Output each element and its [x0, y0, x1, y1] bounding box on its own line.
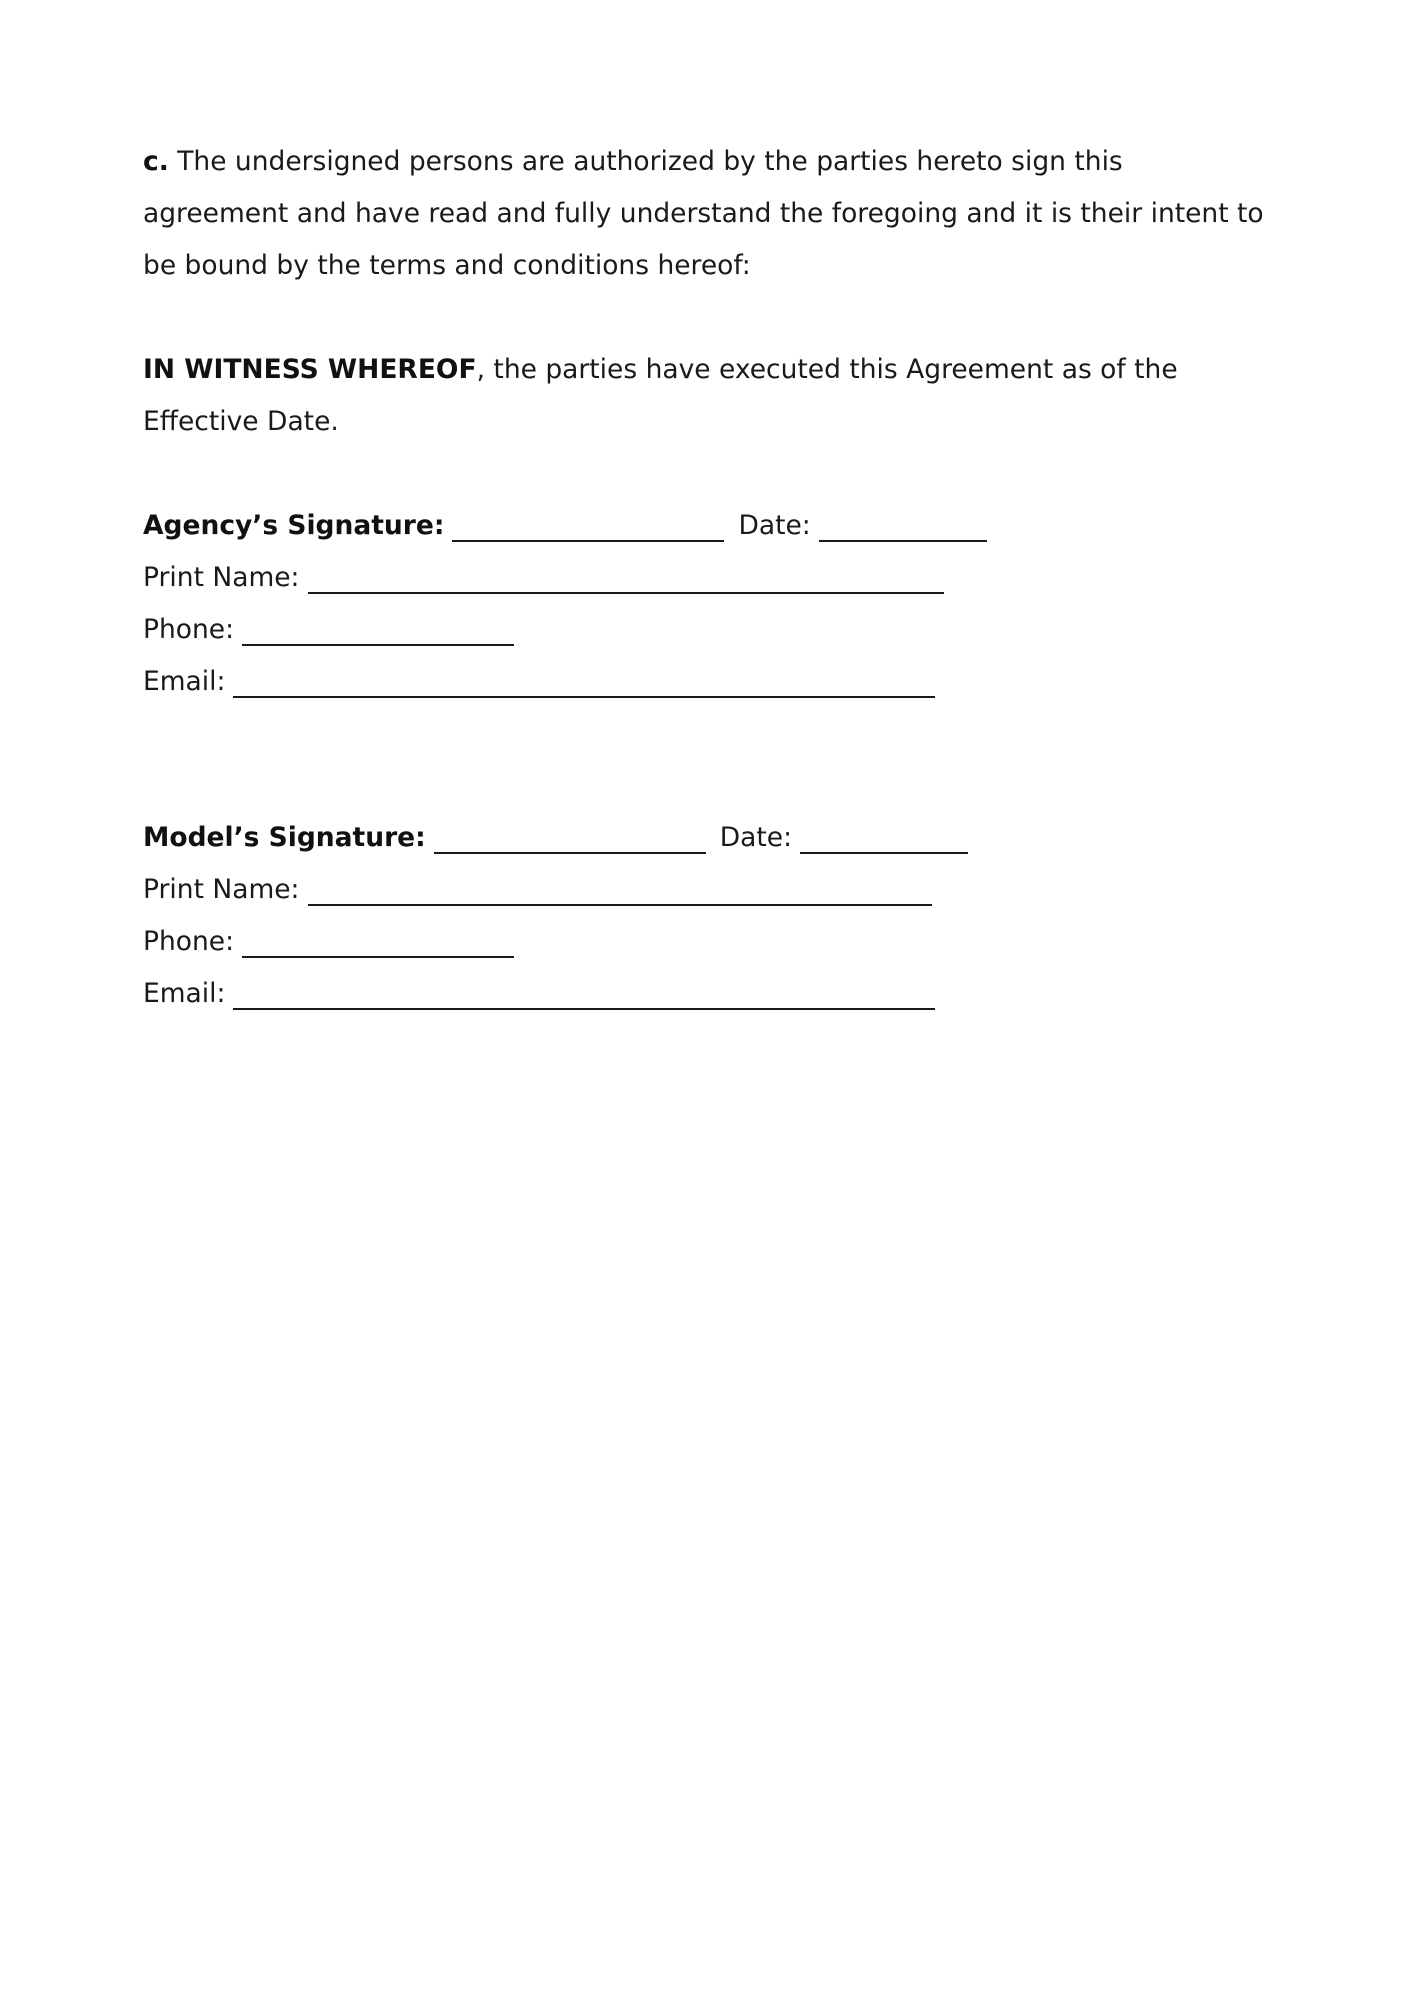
model-phone-field[interactable] — [242, 920, 514, 958]
witness-text: , the parties have executed this Agreement as of the Effective Date. — [143, 354, 1178, 437]
agency-date-field[interactable] — [819, 504, 987, 542]
agency-signature-block — [143, 500, 1273, 708]
model-email-row — [143, 968, 1273, 1020]
agency-phone-label: Phone: — [143, 614, 235, 645]
model-phone-row — [143, 916, 1273, 968]
agency-phone-row — [143, 604, 1273, 656]
agency-print-name-label: Print Name: — [143, 562, 300, 593]
clause-c-text: The undersigned persons are authorized by the parties hereto sign this agreement and have read and fully understand the foregoing and it is their intent to be bound by the terms and conditions hereof: — [143, 146, 1264, 281]
model-print-name-field[interactable] — [308, 868, 932, 906]
clause-c-marker: c. — [143, 146, 169, 177]
model-signature-field[interactable] — [434, 816, 706, 854]
agency-print-name-row — [143, 552, 1273, 604]
agency-signature-label: Agency’s Signature: — [143, 510, 445, 541]
agency-date-label: Date: — [738, 510, 811, 541]
model-signature-block — [143, 812, 1273, 1020]
agency-email-label: Email: — [143, 666, 226, 697]
agency-signature-field[interactable] — [452, 504, 724, 542]
model-print-name-row — [143, 864, 1273, 916]
agency-print-name-field[interactable] — [308, 556, 944, 594]
document-page — [143, 136, 1273, 1020]
witness-paragraph — [143, 344, 1273, 448]
model-email-field[interactable] — [233, 972, 935, 1010]
witness-lead: IN WITNESS WHEREOF — [143, 354, 477, 385]
agency-phone-field[interactable] — [242, 608, 514, 646]
model-signature-label: Model’s Signature: — [143, 822, 426, 853]
agency-signature-row — [143, 500, 1273, 552]
model-print-name-label: Print Name: — [143, 874, 300, 905]
agency-email-row — [143, 656, 1273, 708]
model-date-label: Date: — [719, 822, 793, 853]
clause-c-paragraph — [143, 136, 1273, 292]
model-signature-row — [143, 812, 1273, 864]
model-email-label: Email: — [143, 978, 226, 1009]
agency-email-field[interactable] — [233, 660, 935, 698]
model-date-field[interactable] — [800, 816, 968, 854]
model-phone-label: Phone: — [143, 926, 235, 957]
